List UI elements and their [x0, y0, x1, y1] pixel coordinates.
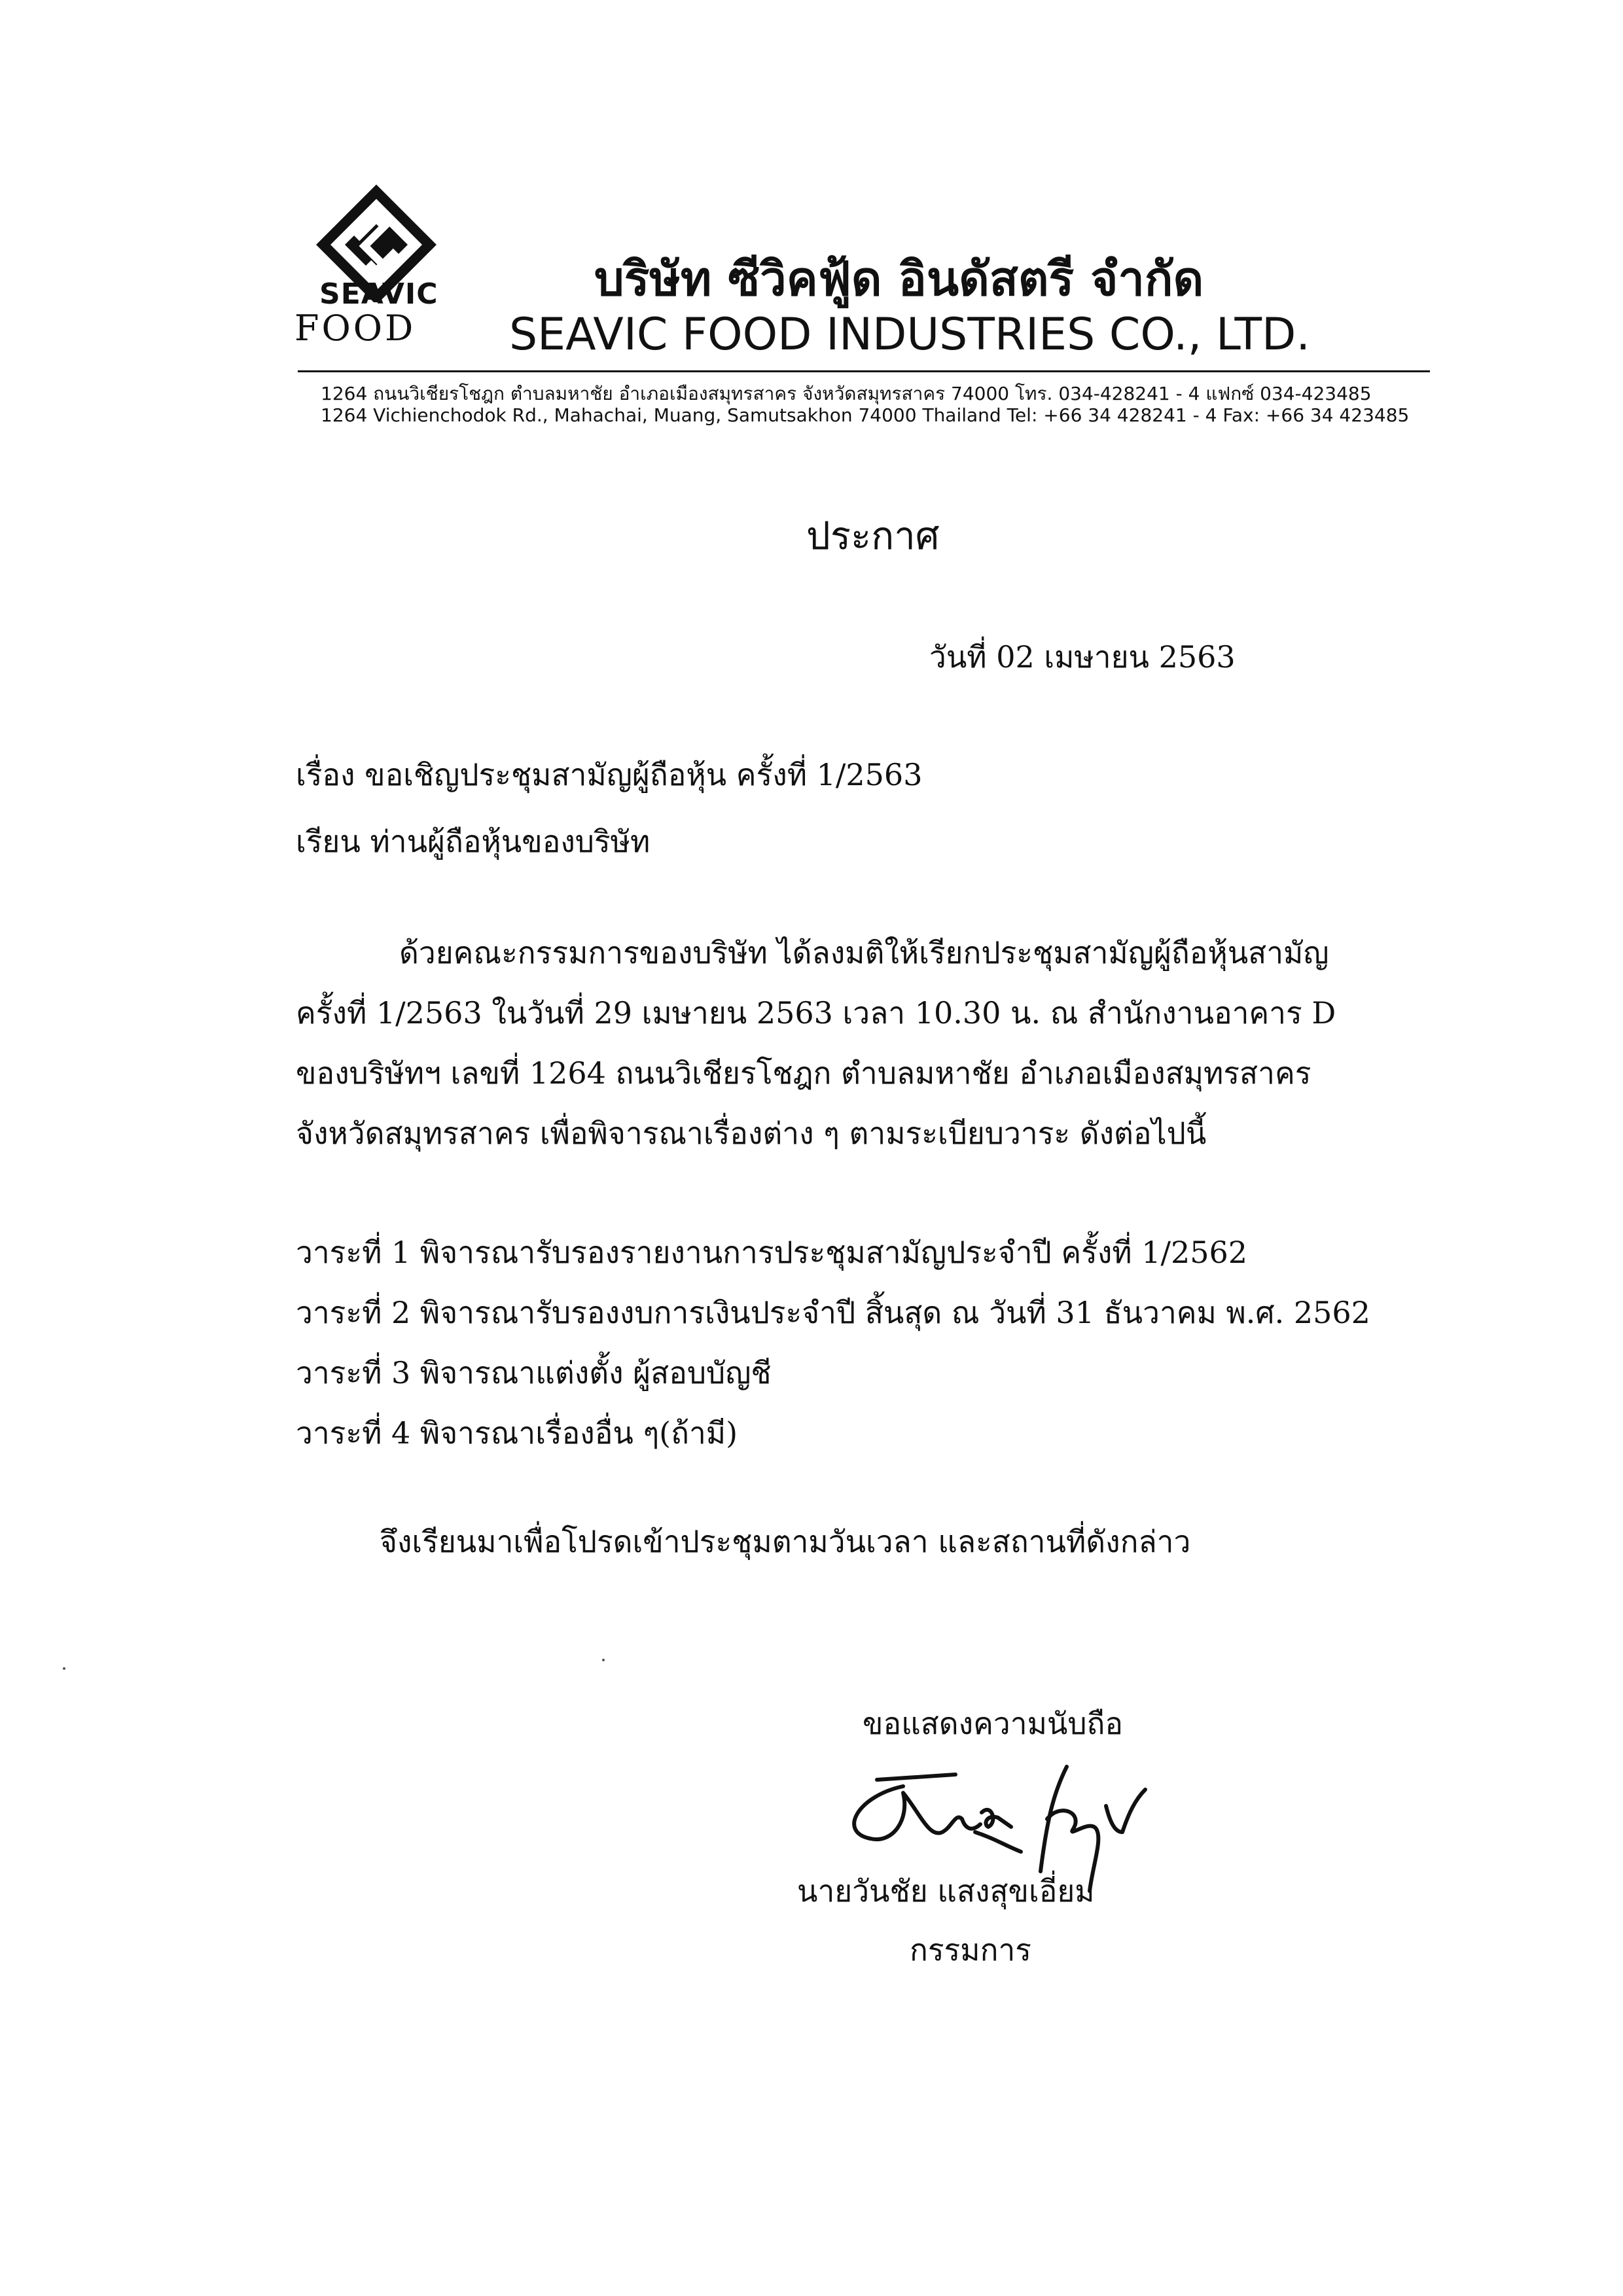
recipient-line: เรียน ท่านผู้ถือหุ้นของบริษัท — [296, 824, 651, 859]
agenda-item: วาระที่ 1 พิจารณารับรองรายงานการประชุมสามัญประจำปี ครั้งที่ 1/2562 — [296, 1235, 1248, 1270]
logo-text-seavic: SEAVIC — [319, 277, 438, 311]
company-name-thai: บริษัท ซีวิคฟู้ด อินดัสตรี จำกัด — [594, 251, 1204, 306]
header-divider — [298, 370, 1430, 372]
signer-title: กรรมการ — [910, 1932, 1031, 1968]
paragraph-line: จังหวัดสมุทรสาคร เพื่อพิจารณาเรื่องต่าง ๆ ตามระเบียบวาระ ดังต่อไปนี้ — [296, 1116, 1207, 1151]
agenda-item: วาระที่ 3 พิจารณาแต่งตั้ง ผู้สอบบัญชี — [296, 1355, 772, 1390]
paragraph-line: ครั้งที่ 1/2563 ในวันที่ 29 เมษายน 2563 เวลา 10.30 น. ณ สำนักงานอาคาร D — [296, 995, 1336, 1031]
paragraph-line: ของบริษัทฯ เลขที่ 1264 ถนนวิเชียรโชฎก ตำบลมหาชัย อำเภอเมืองสมุทรสาคร — [296, 1055, 1311, 1091]
signer-name: นายวันชัย แสงสุขเอี่ยม — [797, 1873, 1095, 1909]
agenda-item: วาระที่ 2 พิจารณารับรองงบการเงินประจำปี สิ้นสุด ณ วันที่ 31 ธันวาคม พ.ศ. 2562 — [296, 1295, 1370, 1330]
logo-text-food: FOOD — [294, 308, 416, 349]
document-heading: ประกาศ — [806, 514, 940, 558]
scan-speck — [602, 1659, 605, 1661]
address-english: 1264 Vichienchodok Rd., Mahachai, Muang, Samutsakhon 74000 Thailand Tel: +66 34 428241 - 4 Fax: +66 34 423485 — [321, 404, 1410, 426]
subject-line: เรื่อง ขอเชิญประชุมสามัญผู้ถือหุ้น ครั้งที่ 1/2563 — [296, 757, 923, 792]
closing-sentence: จึงเรียนมาเพื่อโปรดเข้าประชุมตามวันเวลา และสถานที่ดังกล่าว — [380, 1524, 1191, 1559]
regards-line: ขอแสดงความนับถือ — [863, 1706, 1124, 1741]
agenda-item: วาระที่ 4 พิจารณาเรื่องอื่น ๆ(ถ้ามี) — [296, 1415, 738, 1451]
scan-speck — [63, 1667, 65, 1670]
paragraph-line: ด้วยคณะกรรมการของบริษัท ได้ลงมติให้เรียกประชุมสามัญผู้ถือหุ้นสามัญ — [399, 935, 1329, 970]
document-date: วันที่ 02 เมษายน 2563 — [929, 639, 1236, 675]
company-name-english: SEAVIC FOOD INDUSTRIES CO., LTD. — [509, 309, 1311, 361]
address-thai: 1264 ถนนวิเชียรโชฎก ตำบลมหาชัย อำเภอเมืองสมุทรสาคร จังหวัดสมุทรสาคร 74000 โทร. 034-428241 - 4 แฟกซ์ 034-423485 — [321, 383, 1372, 404]
